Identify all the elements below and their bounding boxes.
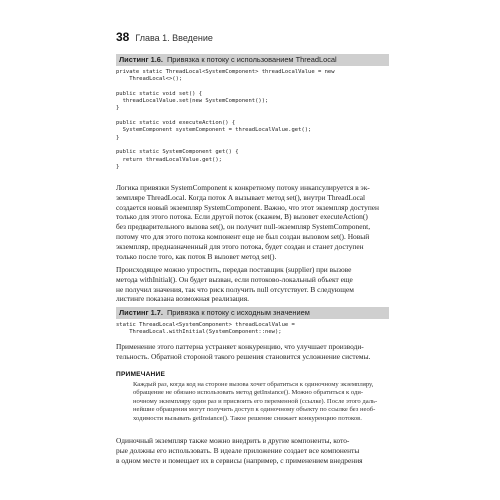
paragraph-line: экземпляр, предназначенный для этого потока, будет создан и станет доступен: [116, 241, 364, 251]
note-line: ночному экземпляру один раз и присвоить его переменной (ссылке). После этого даль-: [133, 397, 378, 405]
paragraph-line: рые должны его использовать. В идеале приложение создает все компоненты: [116, 445, 360, 455]
paragraph-line: только после того, как поток B вызовет метод set().: [116, 251, 277, 261]
listing-1-6-caption: [116, 54, 389, 66]
note-line: Каждый раз, когда код на стороне вызова хочет обратиться к одиночному экземпляру,: [133, 381, 374, 388]
paragraph-line: листинге показана возможная реализация.: [116, 294, 249, 304]
paragraph-line: Одиночный экземпляр также можно внедрить в другие компоненты, кото-: [116, 436, 350, 445]
note-line: обращение не обязано использовать метод getInstance(). Можно обратиться к оди-: [133, 389, 364, 397]
listing-title: Привязка к потоку с исходным значением: [167, 308, 310, 317]
paragraph-with-initial: [116, 265, 386, 304]
paragraph-line: не получил значения, так что риск получить null отсутствует. В следующем: [116, 284, 354, 294]
paragraph-line: потому что для этого потока компонент еще не был создан вызовом set(). Новый: [116, 231, 370, 241]
paragraph-line: создается новый экземпляр SystemComponent. Важно, что этот экземпляр доступен: [116, 202, 380, 212]
listing-1-7-caption: [116, 307, 389, 319]
paragraph-line: без предварительного вызова set(), он получит null-экземпляр SystemComponent,: [116, 222, 371, 232]
listing-label: Листинг 1.6.: [119, 55, 163, 64]
note-line: ходимости вызывать getInstance(). Такое решение снижает конкуренцию потоков.: [133, 414, 362, 422]
paragraph-line: земпляре ThreadLocal. Когда поток А вызывает метод set(), внутри ThreadLocal: [116, 192, 366, 202]
paragraph-singleton-injection: [116, 436, 386, 465]
paragraph-line: только для этого потока. Если другой поток (скажем, B) вызовет executeAction(): [116, 212, 368, 222]
paragraph-pattern-tradeoff: [116, 342, 386, 362]
note-line: нейшие обращения могут получить доступ к одиночному объекту по ссылке без необ-: [133, 406, 376, 414]
paragraph-line: тельность. Обратной стороной такого решения становится усложнение системы.: [116, 351, 371, 361]
listing-1-6-code: private static ThreadLocal<SystemComponent> threadLocalValue = new ThreadLocal<>(); public static void set() { threadLocalValue.set(new SystemComponent()); } public static void executeAction() { SystemComponent systemComponent = threadLocalValue.get(); } public static SystemComponent get() { return threadLocalValue.get(); }: [116, 69, 335, 170]
paragraph-line: Логика привязки SystemComponent к конкретному потоку инкапсулируется в эк-: [116, 183, 370, 192]
paragraph-line: Применение этого паттерна устраняет конкуренцию, что улучшает производи-: [116, 342, 364, 351]
page-header: [116, 30, 396, 44]
paragraph-line: Происходящее можно упростить, передав поставщик (supplier) при вызове: [116, 265, 352, 274]
paragraph-line: в одном месте и помещает их в сервисы (например, с применением внедрения: [116, 455, 363, 465]
paragraph-line: метода withInitial(). Он будет вызван, если потоково-локальный объект еще: [116, 274, 353, 284]
chapter-title: Глава 1. Введение: [135, 33, 213, 43]
page-number: 38: [116, 30, 130, 44]
listing-1-7-code: static ThreadLocal<SystemComponent> threadLocalValue = ThreadLocal.withInitial(SystemComponent::new);: [116, 322, 295, 336]
listing-label: Листинг 1.7.: [119, 308, 163, 317]
note-heading: ПРИМЕЧАНИЕ: [116, 371, 166, 378]
listing-title: Привязка к потоку с использованием ThreadLocal: [167, 55, 337, 64]
note-body: [133, 381, 385, 423]
paragraph-threadlocal-logic: [116, 183, 386, 261]
